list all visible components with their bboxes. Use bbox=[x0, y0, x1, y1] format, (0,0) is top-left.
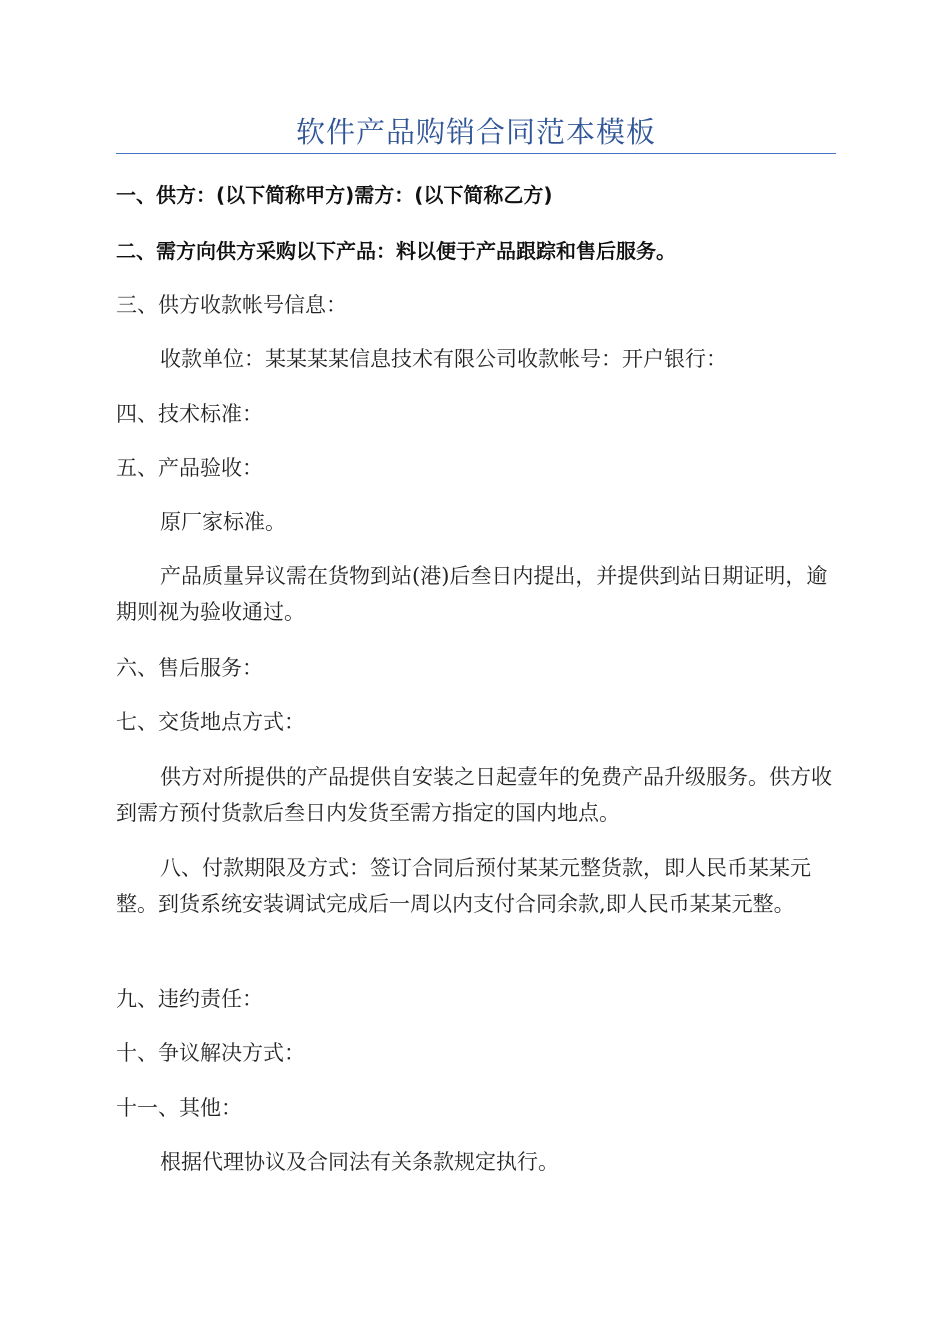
clause-10-heading: 十、争议解决方式： bbox=[116, 1041, 305, 1065]
clause-3-payee-info: 收款单位：某某某某信息技术有限公司收款帐号：开户银行： bbox=[160, 347, 727, 371]
clause-4-heading: 四、技术标准： bbox=[116, 402, 263, 426]
clause-5-standard: 原厂家标准。 bbox=[160, 510, 286, 534]
clause-11-heading: 十一、其他： bbox=[116, 1096, 242, 1120]
clause-7-delivery: 供方对所提供的产品提供自安装之日起壹年的免费产品升级服务。供方收到需方预付货款后叁日内发货至需方指定的国内地点。 bbox=[116, 765, 832, 825]
clause-9-heading: 九、违约责任： bbox=[116, 987, 263, 1011]
clause-11-execution: 根据代理协议及合同法有关条款规定执行。 bbox=[160, 1150, 559, 1174]
clause-8-payment: 八、付款期限及方式：签订合同后预付某某元整货款，即人民币某某元整。到货系统安装调试完成后一周以内支付合同余款,即人民币某某元整。 bbox=[116, 856, 811, 916]
document-title: 软件产品购销合同范本模板 bbox=[295, 115, 656, 149]
clause-5-heading: 五、产品验收： bbox=[116, 456, 263, 480]
clause-3-heading: 三、供方收款帐号信息： bbox=[116, 293, 347, 317]
clause-5-objection: 产品质量异议需在货物到站(港)后叁日内提出，并提供到站日期证明，逾期则视为验收通过。 bbox=[116, 564, 828, 624]
title-underline bbox=[116, 153, 836, 154]
clause-2-purchase: 二、需方向供方采购以下产品：料以便于产品跟踪和售后服务。 bbox=[116, 239, 676, 263]
clause-6-heading: 六、售后服务： bbox=[116, 656, 263, 680]
clause-1-parties: 一、供方：(以下简称甲方)需方：(以下简称乙方) bbox=[116, 183, 553, 207]
clause-7-heading: 七、交货地点方式： bbox=[116, 710, 305, 734]
